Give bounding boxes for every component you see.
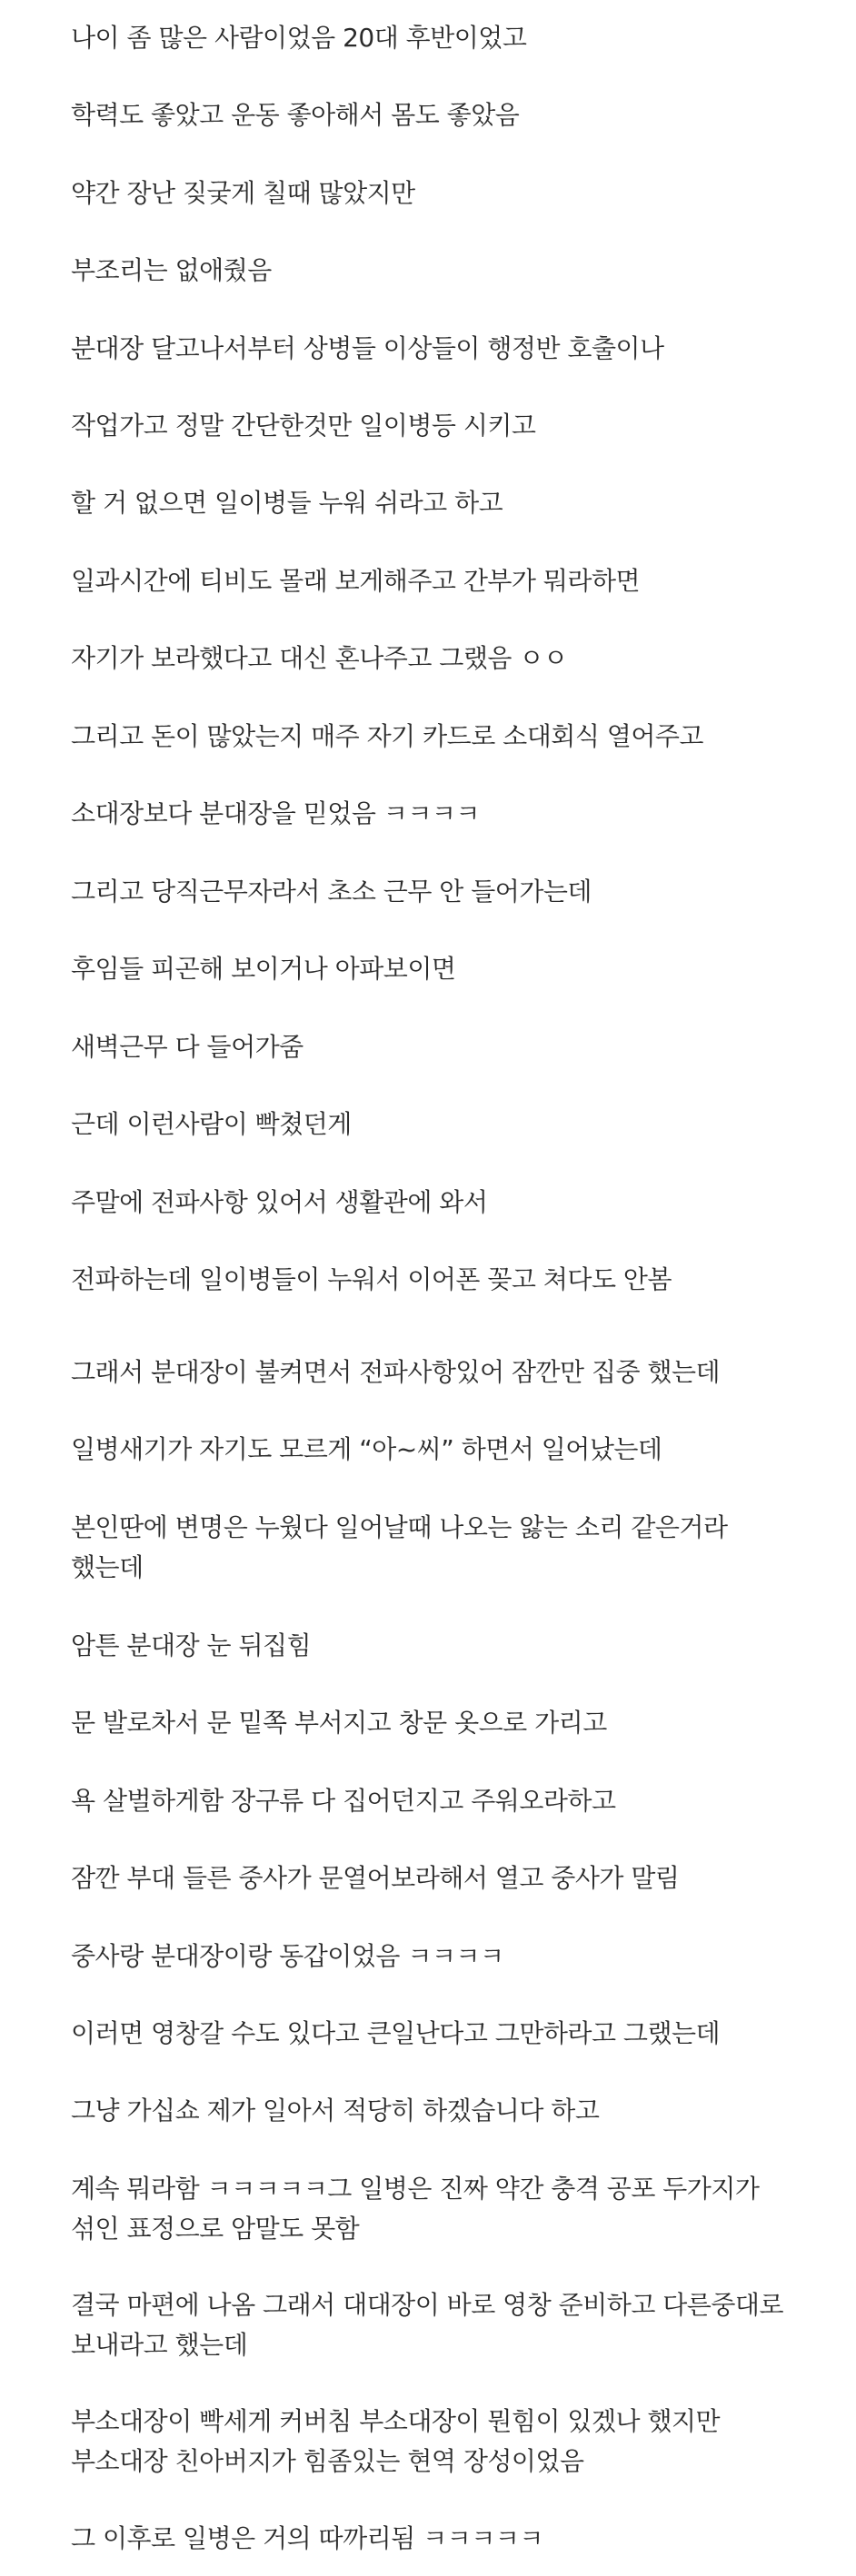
text-line: 중사랑 분대장이랑 동갑이었음 ㅋㅋㅋㅋ (71, 1941, 504, 1971)
text-line: 소대장보다 분대장을 믿었음 ㅋㅋㅋㅋ (71, 798, 480, 828)
text-line: 주말에 전파사항 있어서 생활관에 와서 (71, 1187, 488, 1217)
text-line: 암튼 분대장 눈 뒤집힘 (71, 1630, 312, 1660)
text-line: 그냥 가십쇼 제가 일아서 적당히 하겠습니다 하고 (71, 2095, 600, 2125)
text-line: 이러면 영창갈 수도 있다고 큰일난다고 그만하라고 그랬는데 (71, 2018, 721, 2048)
text-line: 그리고 당직근무자라서 초소 근무 안 들어가는데 (71, 877, 592, 907)
text-line: 욕 살벌하게함 장구류 다 집어던지고 주워오라하고 (71, 1786, 616, 1816)
text-line: 부소대장이 빡세게 커버침 부소대장이 뭔힘이 있겠나 했지만 부소대장 친아버지가 힘좀있는 현역 장성이었음 (71, 2406, 721, 2476)
text-line: 나이 좀 많은 사람이었음 20대 후반이었고 (71, 23, 527, 53)
text-line: 전파하는데 일이병들이 누워서 이어폰 꽂고 쳐다도 안봄 (71, 1264, 672, 1294)
text-line: 그래서 분대장이 불켜면서 전파사항있어 잠깐만 집중 했는데 (71, 1357, 721, 1387)
text-line: 일병새기가 자기도 모르게 “아~씨” 하면서 일어났는데 (71, 1434, 662, 1464)
text-line: 학력도 좋았고 운동 좋아해서 몸도 좋았음 (71, 100, 520, 130)
text-line: 문 발로차서 문 밑쪽 부서지고 창문 옷으로 가리고 (71, 1708, 607, 1738)
text-line: 잠깐 부대 들른 중사가 문열어보라해서 열고 중사가 말림 (71, 1863, 680, 1893)
text-line: 약간 장난 짖궂게 칠때 많았지만 (71, 178, 415, 208)
text-line: 후임들 피곤해 보이거나 아파보이면 (71, 954, 456, 984)
text-line: 할 거 없으면 일이병들 누워 쉬라고 하고 (71, 488, 503, 518)
text-line: 그 이후로 일병은 거의 따까리됨 ㅋㅋㅋㅋㅋ (71, 2523, 543, 2553)
text-line: 부조리는 없애줬음 (71, 255, 272, 285)
text-line: 일과시간에 티비도 몰래 보게해주고 간부가 뭐라하면 (71, 566, 641, 596)
text-line: 본인딴에 변명은 누웠다 일어날때 나오는 앓는 소리 같은거라 했는데 (71, 1512, 728, 1582)
text-line: 작업가고 정말 간단한것만 일이병등 시키고 (71, 411, 536, 441)
text-line: 그리고 돈이 많았는지 매주 자기 카드로 소대회식 열어주고 (71, 721, 703, 751)
text-line: 결국 마편에 나옴 그래서 대대장이 바로 영창 준비하고 다른중대로 보내라고 했는데 (71, 2290, 784, 2360)
text-line: 근데 이런사람이 빡쳤던게 (71, 1109, 352, 1139)
text-line: 분대장 달고나서부터 상병들 이상들이 행정반 호출이나 (71, 333, 664, 363)
text-line: 새벽근무 다 들어가줌 (71, 1032, 304, 1062)
text-line: 자기가 보라했다고 대신 혼나주고 그랬음 ㅇㅇ (71, 643, 568, 673)
text-line: 계속 뭐라함 ㅋㅋㅋㅋㅋ그 일병은 진짜 약간 충격 공포 두가지가 섞인 표정으로 암말도 못함 (71, 2174, 760, 2244)
